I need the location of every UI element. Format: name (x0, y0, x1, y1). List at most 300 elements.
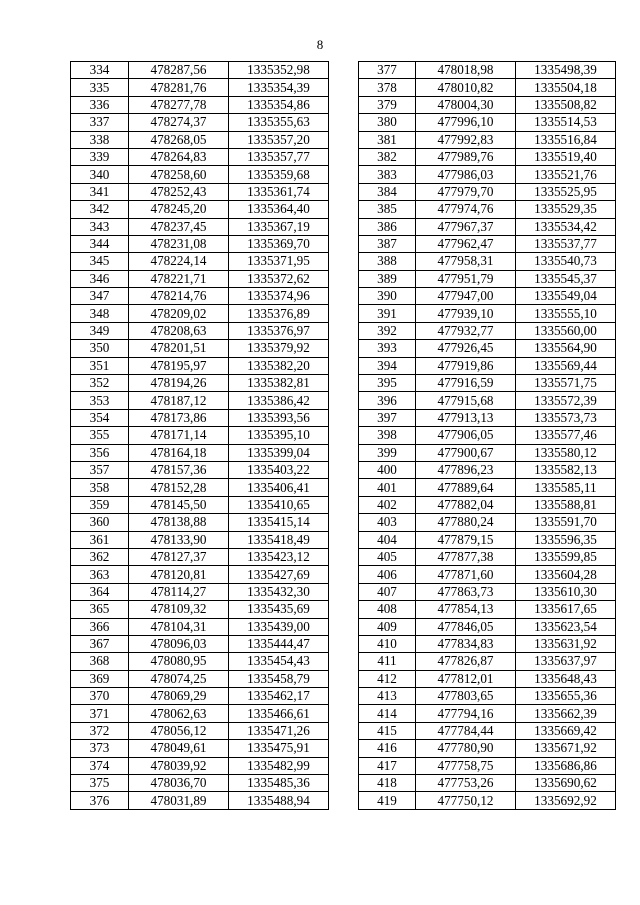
table-row (359, 201, 616, 218)
point-number-cell: 386 (359, 218, 416, 235)
point-number-cell: 402 (359, 496, 416, 513)
table-row (359, 62, 616, 79)
table-row (71, 253, 329, 270)
y-coordinate-cell: 1335386,42 (229, 392, 329, 409)
point-number-cell: 366 (71, 618, 129, 635)
table-row (359, 670, 616, 687)
x-coordinate-cell: 477932,77 (416, 322, 516, 339)
point-number-cell: 390 (359, 288, 416, 305)
table-row (359, 357, 616, 374)
y-coordinate-cell: 1335571,75 (516, 375, 616, 392)
point-number-cell: 400 (359, 461, 416, 478)
x-coordinate-cell: 477794,16 (416, 705, 516, 722)
y-coordinate-cell: 1335564,90 (516, 340, 616, 357)
x-coordinate-cell: 478157,36 (129, 461, 229, 478)
x-coordinate-cell: 477826,87 (416, 653, 516, 670)
table-row (359, 531, 616, 548)
point-number-cell: 388 (359, 253, 416, 270)
y-coordinate-cell: 1335516,84 (516, 131, 616, 148)
table-row (71, 131, 329, 148)
point-number-cell: 367 (71, 635, 129, 652)
x-coordinate-cell: 478245,20 (129, 201, 229, 218)
table-row (359, 322, 616, 339)
x-coordinate-cell: 477880,24 (416, 514, 516, 531)
point-number-cell: 398 (359, 427, 416, 444)
table-row (359, 566, 616, 583)
y-coordinate-cell: 1335418,49 (229, 531, 329, 548)
y-coordinate-cell: 1335439,00 (229, 618, 329, 635)
table-row (359, 148, 616, 165)
table-row (359, 496, 616, 513)
point-number-cell: 363 (71, 566, 129, 583)
x-coordinate-cell: 478069,29 (129, 688, 229, 705)
x-coordinate-cell: 478171,14 (129, 427, 229, 444)
table-row (359, 114, 616, 131)
y-coordinate-cell: 1335432,30 (229, 583, 329, 600)
x-coordinate-cell: 477871,60 (416, 566, 516, 583)
x-coordinate-cell: 477939,10 (416, 305, 516, 322)
x-coordinate-cell: 477877,38 (416, 548, 516, 565)
point-number-cell: 337 (71, 114, 129, 131)
x-coordinate-cell: 478120,81 (129, 566, 229, 583)
point-number-cell: 370 (71, 688, 129, 705)
y-coordinate-cell: 1335623,54 (516, 618, 616, 635)
point-number-cell: 342 (71, 201, 129, 218)
x-coordinate-cell: 478187,12 (129, 392, 229, 409)
point-number-cell: 335 (71, 79, 129, 96)
y-coordinate-cell: 1335471,26 (229, 722, 329, 739)
y-coordinate-cell: 1335662,39 (516, 705, 616, 722)
table-row (71, 114, 329, 131)
table-row (71, 635, 329, 652)
table-row (71, 148, 329, 165)
x-coordinate-cell: 478209,02 (129, 305, 229, 322)
point-number-cell: 411 (359, 653, 416, 670)
point-number-cell: 405 (359, 548, 416, 565)
x-coordinate-cell: 477758,75 (416, 757, 516, 774)
point-number-cell: 338 (71, 131, 129, 148)
table-row (71, 688, 329, 705)
table-row (71, 618, 329, 635)
table-row (71, 740, 329, 757)
y-coordinate-cell: 1335560,00 (516, 322, 616, 339)
y-coordinate-cell: 1335537,77 (516, 235, 616, 252)
x-coordinate-cell: 477926,45 (416, 340, 516, 357)
x-coordinate-cell: 478201,51 (129, 340, 229, 357)
y-coordinate-cell: 1335475,91 (229, 740, 329, 757)
point-number-cell: 384 (359, 183, 416, 200)
x-coordinate-cell: 477915,68 (416, 392, 516, 409)
x-coordinate-cell: 477958,31 (416, 253, 516, 270)
point-number-cell: 412 (359, 670, 416, 687)
x-coordinate-cell: 477750,12 (416, 792, 516, 809)
table-row (71, 340, 329, 357)
point-number-cell: 409 (359, 618, 416, 635)
x-coordinate-cell: 477913,13 (416, 409, 516, 426)
table-row (71, 201, 329, 218)
y-coordinate-cell: 1335361,74 (229, 183, 329, 200)
point-number-cell: 378 (359, 79, 416, 96)
y-coordinate-cell: 1335399,04 (229, 444, 329, 461)
x-coordinate-cell: 477834,83 (416, 635, 516, 652)
x-coordinate-cell: 478049,61 (129, 740, 229, 757)
x-coordinate-cell: 478237,45 (129, 218, 229, 235)
y-coordinate-cell: 1335454,43 (229, 653, 329, 670)
point-number-cell: 348 (71, 305, 129, 322)
table-row (359, 792, 616, 809)
y-coordinate-cell: 1335488,94 (229, 792, 329, 809)
x-coordinate-cell: 478145,50 (129, 496, 229, 513)
point-number-cell: 394 (359, 357, 416, 374)
x-coordinate-cell: 477986,03 (416, 166, 516, 183)
table-row (71, 670, 329, 687)
point-number-cell: 371 (71, 705, 129, 722)
point-number-cell: 340 (71, 166, 129, 183)
table-row (359, 166, 616, 183)
x-coordinate-cell: 477974,76 (416, 201, 516, 218)
point-number-cell: 336 (71, 96, 129, 113)
x-coordinate-cell: 478104,31 (129, 618, 229, 635)
point-number-cell: 408 (359, 601, 416, 618)
table-row (359, 479, 616, 496)
table-row (359, 305, 616, 322)
x-coordinate-cell: 478080,95 (129, 653, 229, 670)
table-row (359, 218, 616, 235)
table-row (71, 409, 329, 426)
point-number-cell: 396 (359, 392, 416, 409)
x-coordinate-cell: 478039,92 (129, 757, 229, 774)
table-row (359, 618, 616, 635)
point-number-cell: 382 (359, 148, 416, 165)
point-number-cell: 387 (359, 235, 416, 252)
point-number-cell: 392 (359, 322, 416, 339)
y-coordinate-cell: 1335540,73 (516, 253, 616, 270)
point-number-cell: 364 (71, 583, 129, 600)
x-coordinate-cell: 478127,37 (129, 548, 229, 565)
point-number-cell: 354 (71, 409, 129, 426)
table-row (359, 340, 616, 357)
y-coordinate-cell: 1335669,42 (516, 722, 616, 739)
y-coordinate-cell: 1335631,92 (516, 635, 616, 652)
point-number-cell: 406 (359, 566, 416, 583)
x-coordinate-cell: 478208,63 (129, 322, 229, 339)
x-coordinate-cell: 477979,70 (416, 183, 516, 200)
point-number-cell: 361 (71, 531, 129, 548)
x-coordinate-cell: 478194,26 (129, 375, 229, 392)
table-row (359, 409, 616, 426)
y-coordinate-cell: 1335382,20 (229, 357, 329, 374)
x-coordinate-cell: 477951,79 (416, 270, 516, 287)
y-coordinate-cell: 1335367,19 (229, 218, 329, 235)
y-coordinate-cell: 1335521,76 (516, 166, 616, 183)
x-coordinate-cell: 477879,15 (416, 531, 516, 548)
point-number-cell: 346 (71, 270, 129, 287)
point-number-cell: 368 (71, 653, 129, 670)
y-coordinate-cell: 1335596,35 (516, 531, 616, 548)
x-coordinate-cell: 478114,27 (129, 583, 229, 600)
table-row (359, 131, 616, 148)
point-number-cell: 350 (71, 340, 129, 357)
point-number-cell: 345 (71, 253, 129, 270)
x-coordinate-cell: 477882,04 (416, 496, 516, 513)
y-coordinate-cell: 1335577,46 (516, 427, 616, 444)
y-coordinate-cell: 1335364,40 (229, 201, 329, 218)
table-row (71, 601, 329, 618)
y-coordinate-cell: 1335359,68 (229, 166, 329, 183)
y-coordinate-cell: 1335525,95 (516, 183, 616, 200)
x-coordinate-cell: 478258,60 (129, 166, 229, 183)
table-row (71, 166, 329, 183)
point-number-cell: 362 (71, 548, 129, 565)
x-coordinate-cell: 478096,03 (129, 635, 229, 652)
point-number-cell: 419 (359, 792, 416, 809)
table-row (359, 514, 616, 531)
point-number-cell: 357 (71, 461, 129, 478)
point-number-cell: 360 (71, 514, 129, 531)
y-coordinate-cell: 1335508,82 (516, 96, 616, 113)
y-coordinate-cell: 1335686,86 (516, 757, 616, 774)
point-number-cell: 385 (359, 201, 416, 218)
table-row (359, 461, 616, 478)
x-coordinate-cell: 477854,13 (416, 601, 516, 618)
point-number-cell: 373 (71, 740, 129, 757)
coordinates-table-left (70, 61, 329, 810)
y-coordinate-cell: 1335549,04 (516, 288, 616, 305)
table-row (359, 653, 616, 670)
table-row (359, 757, 616, 774)
y-coordinate-cell: 1335354,39 (229, 79, 329, 96)
table-row (71, 427, 329, 444)
x-coordinate-cell: 478109,32 (129, 601, 229, 618)
point-number-cell: 410 (359, 635, 416, 652)
point-number-cell: 374 (71, 757, 129, 774)
point-number-cell: 376 (71, 792, 129, 809)
table-row (71, 792, 329, 809)
y-coordinate-cell: 1335529,35 (516, 201, 616, 218)
y-coordinate-cell: 1335410,65 (229, 496, 329, 513)
y-coordinate-cell: 1335498,39 (516, 62, 616, 79)
point-number-cell: 383 (359, 166, 416, 183)
y-coordinate-cell: 1335617,65 (516, 601, 616, 618)
table-row (71, 722, 329, 739)
y-coordinate-cell: 1335591,70 (516, 514, 616, 531)
point-number-cell: 372 (71, 722, 129, 739)
x-coordinate-cell: 478056,12 (129, 722, 229, 739)
table-row (71, 548, 329, 565)
table-row (71, 235, 329, 252)
table-row (359, 740, 616, 757)
y-coordinate-cell: 1335655,36 (516, 688, 616, 705)
table-row (359, 635, 616, 652)
y-coordinate-cell: 1335648,43 (516, 670, 616, 687)
point-number-cell: 415 (359, 722, 416, 739)
table-row (359, 79, 616, 96)
table-row (71, 392, 329, 409)
table-row (71, 444, 329, 461)
point-number-cell: 393 (359, 340, 416, 357)
x-coordinate-cell: 477916,59 (416, 375, 516, 392)
table-row (359, 96, 616, 113)
y-coordinate-cell: 1335485,36 (229, 775, 329, 792)
y-coordinate-cell: 1335690,62 (516, 775, 616, 792)
y-coordinate-cell: 1335376,97 (229, 322, 329, 339)
table-row (359, 688, 616, 705)
point-number-cell: 355 (71, 427, 129, 444)
x-coordinate-cell: 478264,83 (129, 148, 229, 165)
x-coordinate-cell: 477863,73 (416, 583, 516, 600)
table-row (71, 705, 329, 722)
x-coordinate-cell: 478268,05 (129, 131, 229, 148)
table-row (71, 79, 329, 96)
table-row (71, 775, 329, 792)
y-coordinate-cell: 1335519,40 (516, 148, 616, 165)
x-coordinate-cell: 477780,90 (416, 740, 516, 757)
table-row (359, 722, 616, 739)
x-coordinate-cell: 477967,37 (416, 218, 516, 235)
point-number-cell: 344 (71, 235, 129, 252)
x-coordinate-cell: 478036,70 (129, 775, 229, 792)
x-coordinate-cell: 478018,98 (416, 62, 516, 79)
x-coordinate-cell: 478164,18 (129, 444, 229, 461)
table-row (71, 653, 329, 670)
y-coordinate-cell: 1335585,11 (516, 479, 616, 496)
x-coordinate-cell: 478252,43 (129, 183, 229, 200)
y-coordinate-cell: 1335371,95 (229, 253, 329, 270)
y-coordinate-cell: 1335573,73 (516, 409, 616, 426)
y-coordinate-cell: 1335588,81 (516, 496, 616, 513)
point-number-cell: 358 (71, 479, 129, 496)
table-row (71, 183, 329, 200)
y-coordinate-cell: 1335357,20 (229, 131, 329, 148)
table-row (359, 583, 616, 600)
point-number-cell: 369 (71, 670, 129, 687)
x-coordinate-cell: 477900,67 (416, 444, 516, 461)
x-coordinate-cell: 477989,76 (416, 148, 516, 165)
y-coordinate-cell: 1335466,61 (229, 705, 329, 722)
point-number-cell: 352 (71, 375, 129, 392)
y-coordinate-cell: 1335406,41 (229, 479, 329, 496)
point-number-cell: 375 (71, 775, 129, 792)
y-coordinate-cell: 1335372,62 (229, 270, 329, 287)
x-coordinate-cell: 478173,86 (129, 409, 229, 426)
point-number-cell: 414 (359, 705, 416, 722)
x-coordinate-cell: 477906,05 (416, 427, 516, 444)
y-coordinate-cell: 1335534,42 (516, 218, 616, 235)
table-row (359, 375, 616, 392)
point-number-cell: 399 (359, 444, 416, 461)
x-coordinate-cell: 478004,30 (416, 96, 516, 113)
table-row (71, 757, 329, 774)
point-number-cell: 365 (71, 601, 129, 618)
table-row (71, 461, 329, 478)
table-row (71, 514, 329, 531)
x-coordinate-cell: 478031,89 (129, 792, 229, 809)
x-coordinate-cell: 477803,65 (416, 688, 516, 705)
x-coordinate-cell: 478224,14 (129, 253, 229, 270)
y-coordinate-cell: 1335403,22 (229, 461, 329, 478)
point-number-cell: 391 (359, 305, 416, 322)
y-coordinate-cell: 1335572,39 (516, 392, 616, 409)
y-coordinate-cell: 1335462,17 (229, 688, 329, 705)
x-coordinate-cell: 478133,90 (129, 531, 229, 548)
x-coordinate-cell: 478277,78 (129, 96, 229, 113)
y-coordinate-cell: 1335610,30 (516, 583, 616, 600)
point-number-cell: 377 (359, 62, 416, 79)
point-number-cell: 403 (359, 514, 416, 531)
y-coordinate-cell: 1335637,97 (516, 653, 616, 670)
x-coordinate-cell: 478062,63 (129, 705, 229, 722)
point-number-cell: 404 (359, 531, 416, 548)
table-row (359, 183, 616, 200)
y-coordinate-cell: 1335395,10 (229, 427, 329, 444)
y-coordinate-cell: 1335435,69 (229, 601, 329, 618)
x-coordinate-cell: 478221,71 (129, 270, 229, 287)
y-coordinate-cell: 1335415,14 (229, 514, 329, 531)
y-coordinate-cell: 1335423,12 (229, 548, 329, 565)
table-row (359, 427, 616, 444)
x-coordinate-cell: 477753,26 (416, 775, 516, 792)
x-coordinate-cell: 478010,82 (416, 79, 516, 96)
table-row (359, 235, 616, 252)
table-row (71, 96, 329, 113)
y-coordinate-cell: 1335569,44 (516, 357, 616, 374)
table-row (71, 322, 329, 339)
x-coordinate-cell: 477962,47 (416, 235, 516, 252)
table-row (71, 479, 329, 496)
table-row (71, 583, 329, 600)
point-number-cell: 401 (359, 479, 416, 496)
table-row (359, 775, 616, 792)
table-row (71, 566, 329, 583)
x-coordinate-cell: 477996,10 (416, 114, 516, 131)
table-row (71, 496, 329, 513)
x-coordinate-cell: 477784,44 (416, 722, 516, 739)
table-row (71, 288, 329, 305)
point-number-cell: 351 (71, 357, 129, 374)
point-number-cell: 353 (71, 392, 129, 409)
page-number: 8 (316, 37, 324, 52)
point-number-cell: 341 (71, 183, 129, 200)
y-coordinate-cell: 1335354,86 (229, 96, 329, 113)
x-coordinate-cell: 478287,56 (129, 62, 229, 79)
point-number-cell: 416 (359, 740, 416, 757)
point-number-cell: 349 (71, 322, 129, 339)
table-row (359, 288, 616, 305)
y-coordinate-cell: 1335376,89 (229, 305, 329, 322)
y-coordinate-cell: 1335482,99 (229, 757, 329, 774)
point-number-cell: 347 (71, 288, 129, 305)
x-coordinate-cell: 478231,08 (129, 235, 229, 252)
table-row (359, 705, 616, 722)
x-coordinate-cell: 477812,01 (416, 670, 516, 687)
table-row (359, 444, 616, 461)
point-number-cell: 413 (359, 688, 416, 705)
y-coordinate-cell: 1335504,18 (516, 79, 616, 96)
x-coordinate-cell: 477889,64 (416, 479, 516, 496)
x-coordinate-cell: 477846,05 (416, 618, 516, 635)
x-coordinate-cell: 477992,83 (416, 131, 516, 148)
y-coordinate-cell: 1335374,96 (229, 288, 329, 305)
point-number-cell: 395 (359, 375, 416, 392)
point-number-cell: 334 (71, 62, 129, 79)
x-coordinate-cell: 477947,00 (416, 288, 516, 305)
x-coordinate-cell: 478214,76 (129, 288, 229, 305)
point-number-cell: 380 (359, 114, 416, 131)
table-row (71, 62, 329, 79)
y-coordinate-cell: 1335393,56 (229, 409, 329, 426)
x-coordinate-cell: 478152,28 (129, 479, 229, 496)
point-number-cell: 397 (359, 409, 416, 426)
